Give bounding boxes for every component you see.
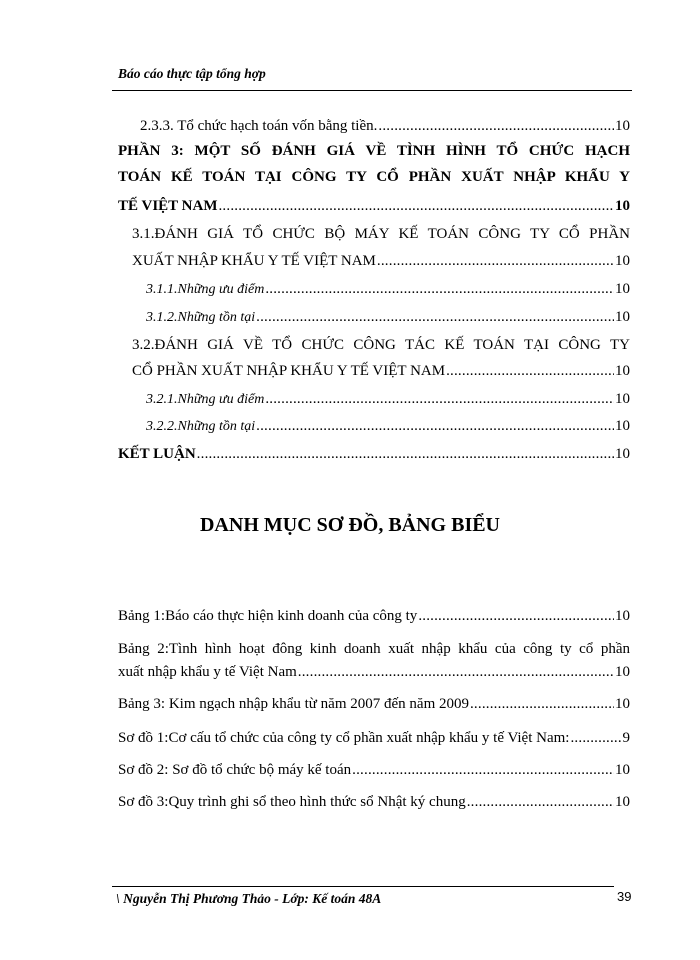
toc-entry-3-2 (132, 359, 630, 383)
list-entry-label: Sơ đồ 2: Sơ đồ tổ chức bộ máy kế toán (118, 762, 352, 778)
toc-entry-label: 3.1.1.Những ưu điểm (146, 282, 265, 297)
toc-leader-dots (446, 359, 614, 383)
toc-entry-page: 10 (615, 118, 630, 134)
toc-leader-dots (265, 387, 614, 411)
toc-entry-label: CỔ PHẦN XUẤT NHẬP KHẨU Y TẾ VIỆT NAM (132, 363, 446, 379)
toc-entry-3-1 (132, 249, 630, 273)
toc-entry-conclusion (118, 442, 630, 466)
toc-entry-label: XUẤT NHẬP KHẨU Y TẾ VIỆT NAM (132, 253, 376, 269)
toc-entry-label: 3.2.1.Những ưu điểm (146, 392, 265, 407)
toc-entry-page: 10 (615, 446, 630, 462)
toc-leader-dots (218, 194, 614, 218)
toc-leader-dots (418, 604, 614, 628)
toc-entry-label: KẾT LUẬN (118, 446, 196, 462)
toc-entry-3-1-2 (146, 305, 630, 330)
list-entry-label: Bảng 3: Kim ngạch nhập khẩu từ năm 2007 đến năm 2009 (118, 696, 469, 712)
toc-entry-part3 (118, 194, 630, 218)
toc-entry-label: TẾ VIỆT NAM (118, 198, 218, 214)
list-title: DANH MỤC SƠ ĐỒ, BẢNG BIỂU (199, 514, 501, 536)
toc-leader-dots (256, 305, 614, 329)
toc-3-2-line1: 3.2.ĐÁNH GIÁ VỀ TỔ CHỨC CÔNG TÁC KẾ TOÁN TẠI CÔNG TY (132, 337, 630, 353)
toc-leader-dots (256, 414, 614, 438)
toc-leader-dots (570, 726, 621, 750)
list-entry-page: 10 (615, 696, 630, 712)
toc-entry-page: 10 (615, 281, 630, 297)
footer-author: \ Nguyễn Thị Phương Thảo - Lớp: Kế toán 48A (116, 891, 382, 906)
toc-3-1-line1: 3.1.ĐÁNH GIÁ TỔ CHỨC BỘ MÁY KẾ TOÁN CÔNG TY CỔ PHẦN (132, 226, 630, 242)
toc-entry-label: 2.3.3. Tổ chức hạch toán vốn bằng tiền. (140, 118, 378, 134)
footer-divider (112, 886, 614, 887)
list-entry-page: 10 (615, 794, 630, 810)
list-entry-so-do-3 (118, 790, 630, 814)
list-entry-page: 10 (615, 608, 630, 624)
toc-entry-page: 10 (615, 418, 630, 434)
list-entry-page: 9 (622, 730, 630, 746)
toc-leader-dots (377, 249, 614, 273)
toc-entry-page: 10 (615, 309, 630, 325)
toc-part3-line2: TOÁN KẾ TOÁN TẠI CÔNG TY CỔ PHẦN XUẤT NHẬP KHẨU Y (118, 169, 630, 185)
toc-leader-dots (197, 442, 614, 466)
list-bang-2-line1: Bảng 2:Tình hình hoạt đông kinh doanh xuất nhập khẩu của công ty cổ phần (118, 641, 630, 657)
toc-entry-page: 10 (615, 253, 630, 269)
list-entry-so-do-1 (118, 726, 630, 750)
page-number: 39 (617, 889, 632, 904)
list-entry-label: Bảng 1:Báo cáo thực hiện kinh doanh của công ty (118, 608, 418, 624)
toc-entry-3-1-1 (146, 277, 630, 302)
toc-leader-dots (378, 114, 614, 138)
toc-entry-3-2-1 (146, 387, 630, 412)
toc-entry-2-3-3 (140, 114, 630, 138)
toc-leader-dots (352, 758, 614, 782)
toc-leader-dots (467, 790, 614, 814)
toc-entry-label: 3.1.2.Những tồn tại (146, 310, 256, 325)
document-header: Báo cáo thực tập tổng hợp (118, 66, 266, 81)
toc-entry-page: 10 (615, 198, 630, 214)
list-entry-label: xuất nhập khẩu y tế Việt Nam (118, 664, 297, 680)
toc-entry-page: 10 (615, 391, 630, 407)
header-divider (112, 90, 632, 91)
list-entry-page: 10 (615, 664, 630, 680)
list-entry-bang-1 (118, 604, 630, 628)
toc-entry-3-2-2 (146, 414, 630, 439)
list-entry-bang-2 (118, 660, 630, 684)
list-entry-label: Sơ đồ 3:Quy trình ghi sổ theo hình thức sổ Nhật ký chung (118, 794, 466, 810)
toc-leader-dots (265, 277, 614, 301)
toc-leader-dots (470, 692, 614, 716)
list-entry-label: Sơ đồ 1:Cơ cấu tổ chức của công ty cổ phần xuất nhập khẩu y tế Việt Nam: (118, 730, 570, 746)
list-entry-so-do-2 (118, 758, 630, 782)
toc-entry-label: 3.2.2.Những tồn tại (146, 419, 256, 434)
toc-part3-line1: PHẦN 3: MỘT SỐ ĐÁNH GIÁ VỀ TÌNH HÌNH TỔ CHỨC HẠCH (118, 143, 630, 159)
list-entry-page: 10 (615, 762, 630, 778)
toc-leader-dots (298, 660, 614, 684)
list-entry-bang-3 (118, 692, 630, 716)
toc-entry-page: 10 (615, 363, 630, 379)
